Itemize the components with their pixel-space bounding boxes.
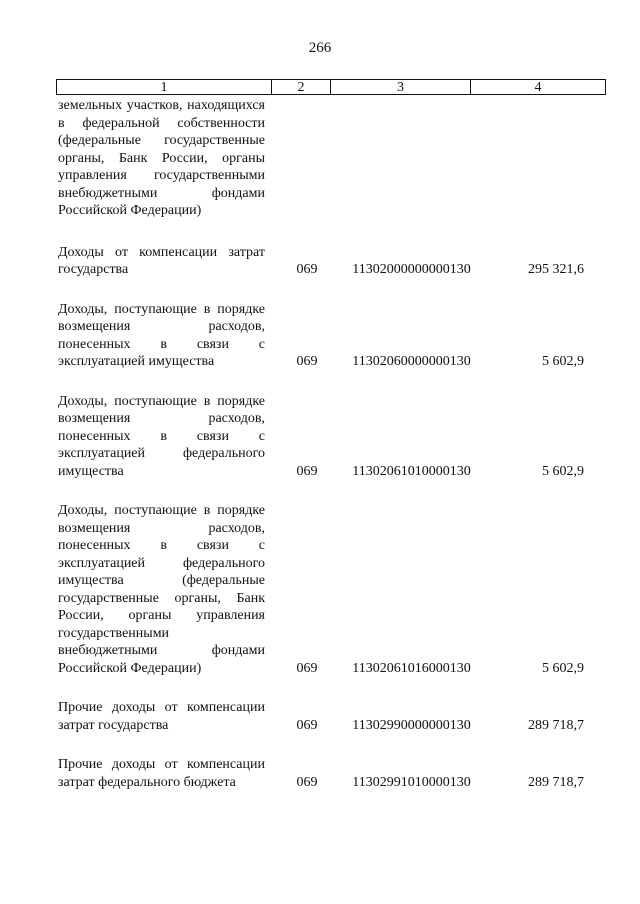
header-col-1: 1 [57, 80, 272, 94]
row-admin-code: 069 [296, 463, 318, 479]
row-kbk-code: 11302061016000130 [352, 660, 471, 676]
row-name: Прочие доходы от компенсации затрат государства [58, 700, 265, 733]
row-kbk-code: 11302061010000130 [352, 463, 471, 479]
row-admin-code: 069 [296, 774, 318, 790]
row-name: Прочие доходы от компенсации затрат федерального бюджета [58, 757, 265, 790]
table-row [56, 756, 606, 791]
row-name: Доходы, поступающие в порядке возмещения расходов, понесенных в связи с эксплуатацией федерального имущества [58, 393, 265, 479]
row-name: Доходы, поступающие в порядке возмещения расходов, понесенных в связи с эксплуатацией федерального имущества (федеральные государственные органы, Банк России, органы управления государственными внебюджетными фондами Российской Федерации) [58, 503, 265, 676]
table-body [56, 97, 606, 813]
row-name: Доходы от компенсации затрат государства [58, 244, 265, 277]
row-kbk-code: 11302990000000130 [352, 717, 471, 733]
row-admin-code: 069 [296, 262, 318, 277]
row-admin-code: 069 [296, 660, 318, 676]
row-amount: 289 718,7 [528, 717, 584, 733]
row-admin-code: 069 [296, 354, 318, 369]
header-col-2: 2 [272, 80, 331, 94]
row-kbk-code: 11302060000000130 [352, 354, 471, 369]
row-amount: 295 321,6 [528, 262, 584, 277]
header-col-3: 3 [331, 80, 471, 94]
table-row [56, 97, 606, 220]
table-header [56, 79, 606, 95]
table-row [56, 301, 606, 371]
row-amount: 5 602,9 [542, 463, 584, 479]
row-name: земельных участков, находящихся в федеральной собственности (федеральные государственные органы, Банк России, органы управления государственными внебюджетными фондами Российской Федерации) [58, 98, 265, 218]
table-row [56, 244, 606, 279]
row-kbk-code: 11302000000000130 [352, 262, 471, 277]
header-col-4: 4 [534, 80, 542, 95]
row-kbk-code: 11302991010000130 [352, 774, 471, 790]
table-row [56, 502, 606, 677]
row-amount: 5 602,9 [542, 354, 584, 369]
row-amount: 5 602,9 [542, 660, 584, 676]
row-admin-code: 069 [296, 717, 318, 733]
table-row [56, 393, 606, 481]
row-amount: 289 718,7 [528, 774, 584, 790]
row-name: Доходы, поступающие в порядке возмещения расходов, понесенных в связи с эксплуатацией имущества [58, 301, 265, 369]
page-number: 266 [308, 40, 332, 56]
table-row [56, 699, 606, 734]
